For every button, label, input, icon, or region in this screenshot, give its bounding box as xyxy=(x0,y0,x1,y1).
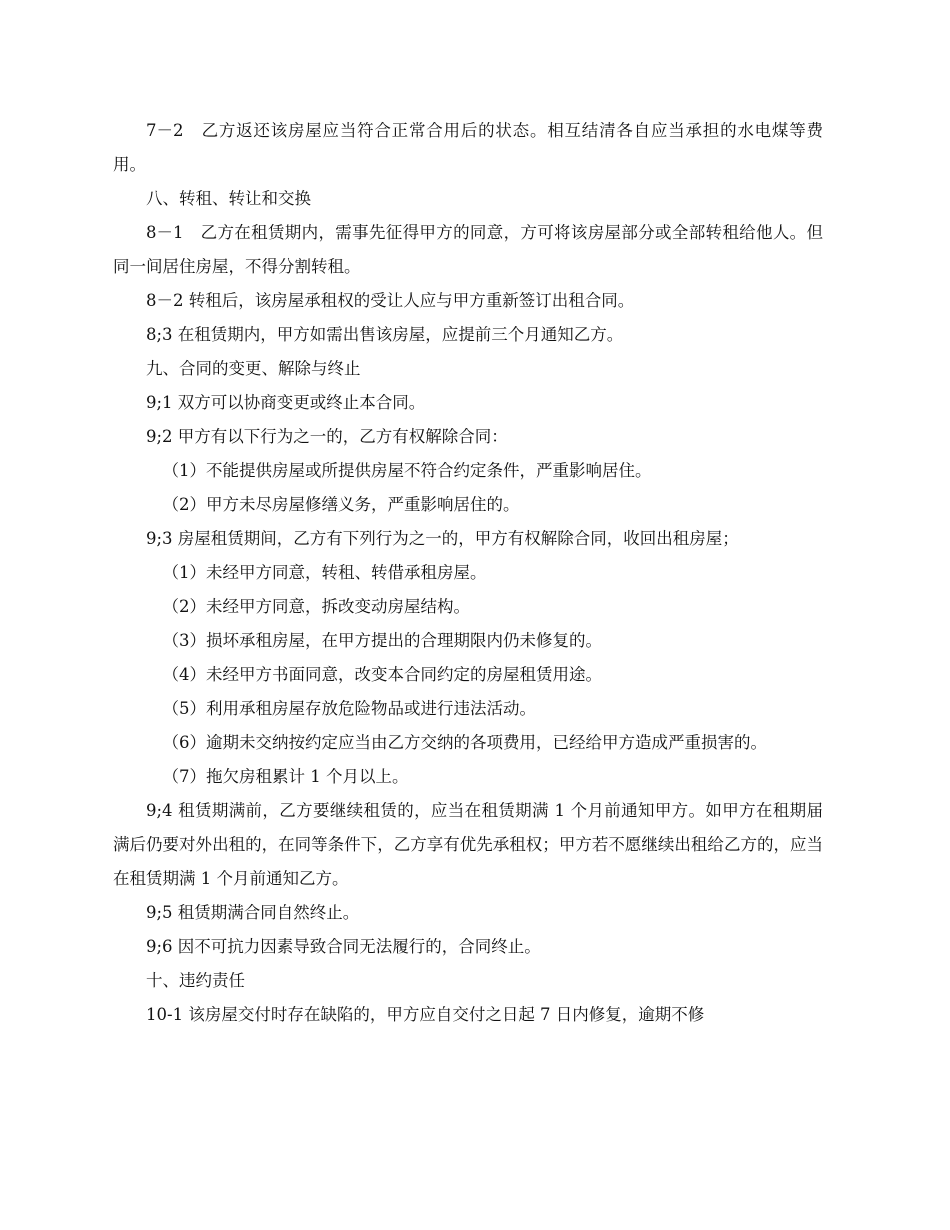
clause-9-6: 9;6 因不可抗力因素导致合同无法履行的，合同终止。 xyxy=(146,937,541,956)
clause-9-3: 9;3 房屋租赁期间，乙方有下列行为之一的，甲方有权解除合同，收回出租房屋； xyxy=(146,529,739,548)
clause-9-4: 9;4 租赁期满前，乙方要继续租赁的，应当在租赁期满 1 个月前通知甲方。如甲方在租期届满后仍要对外出租的，在同等条件下，乙方享有优先承租权；甲方若不愿继续出租给乙方的，应当在租赁期满 1 个月前通知乙方。 xyxy=(113,801,823,888)
clause-9-1: 9;1 双方可以协商变更或终止本合同。 xyxy=(146,393,426,412)
clause-9-3-item-3: （3）损坏承租房屋，在甲方提出的合理期限内仍未修复的。 xyxy=(162,631,602,650)
section-heading-9: 九、合同的变更、解除与终止 xyxy=(146,359,361,378)
clause-8-3: 8;3 在租赁期内，甲方如需出售该房屋，应提前三个月通知乙方。 xyxy=(146,325,624,344)
clause-10-1: 10-1 该房屋交付时存在缺陷的，甲方应自交付之日起 7 日内修复，逾期不修 xyxy=(146,1005,705,1024)
clause-9-3-item-1: （1）未经甲方同意，转租、转借承租房屋。 xyxy=(162,563,487,582)
clause-9-2-item-1: （1）不能提供房屋或所提供房屋不符合约定条件，严重影响居住。 xyxy=(162,461,652,480)
clause-9-3-item-4: （4）未经甲方书面同意，改变本合同约定的房屋租赁用途。 xyxy=(162,665,602,684)
clause-9-3-item-7: （7）拖欠房租累计 1 个月以上。 xyxy=(162,767,409,786)
clause-9-2: 9;2 甲方有以下行为之一的，乙方有权解除合同： xyxy=(146,427,508,446)
clause-9-5: 9;5 租赁期满合同自然终止。 xyxy=(146,903,360,922)
section-heading-8: 八、转租、转让和交换 xyxy=(146,189,311,208)
clause-7-2: 7－2 乙方返还该房屋应当符合正常合用后的状态。相互结清各自应当承担的水电煤等费用。 xyxy=(113,121,823,174)
clause-8-2: 8－2 转租后，该房屋承租权的受让人应与甲方重新签订出租合同。 xyxy=(146,291,635,310)
clause-9-3-item-2: （2）未经甲方同意，拆改变动房屋结构。 xyxy=(162,597,470,616)
clause-8-1: 8－1 乙方在租赁期内，需事先征得甲方的同意，方可将该房屋部分或全部转租给他人。但同一间居住房屋，不得分割转租。 xyxy=(113,223,823,276)
section-heading-10: 十、违约责任 xyxy=(146,971,245,990)
clause-9-3-item-5: （5）利用承租房屋存放危险物品或进行违法活动。 xyxy=(162,699,536,718)
clause-9-3-item-6: （6）逾期未交纳按约定应当由乙方交纳的各项费用，已经给甲方造成严重损害的。 xyxy=(162,733,767,752)
document-body xyxy=(113,114,823,1032)
clause-9-2-item-2: （2）甲方未尽房屋修缮义务，严重影响居住的。 xyxy=(162,495,520,514)
